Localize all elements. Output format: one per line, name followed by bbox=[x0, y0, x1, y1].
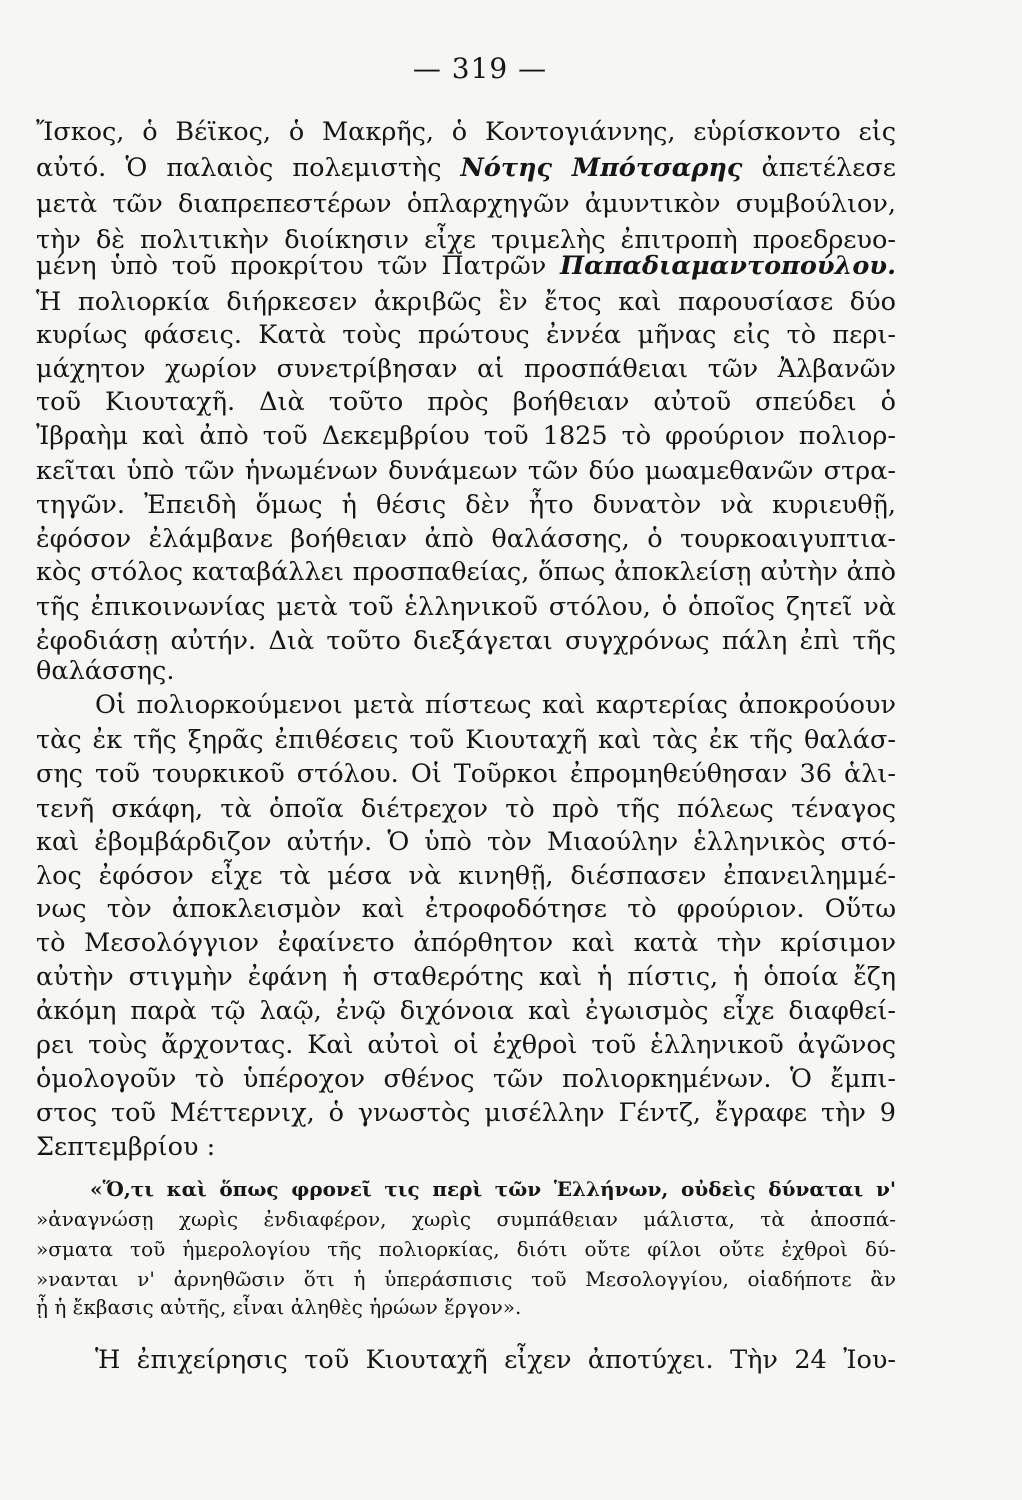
text-line: τὴν δὲ πολιτικὴν διοίκησιν εἶχε τριμελὴς ἐπιτροπὴ προεδρευο- bbox=[36, 225, 896, 255]
text-line: τηγῶν. Ἐπειδὴ ὅμως ἡ θέσις δὲν ἦτο δυνατὸν νὰ κυριευθῇ, bbox=[36, 490, 896, 520]
person-name-papadiamantopoulos: Παπαδιαμαντοπούλου. bbox=[560, 251, 896, 281]
text-line: Ἡ πολιορκία διήρκεσεν ἀκριβῶς ἓν ἔτος καὶ παρουσίασε δύο bbox=[36, 287, 896, 317]
text-line: κὸς στόλος καταβάλλει προσπαθείας, ὅπως ἀποκλείσῃ αὐτὴν ἀπὸ bbox=[36, 557, 896, 587]
text-line: ἐφόσον ἐλάμβανε βοήθειαν ἀπὸ θαλάσσης, ὁ τουρκοαιγυπτια- bbox=[36, 524, 896, 554]
text-line: Ἴσκος, ὁ Βέϊκος, ὁ Μακρῆς, ὁ Κοντογιάννης, εὑρίσκοντο εἰς bbox=[36, 117, 896, 147]
text-line: στος τοῦ Μέττερνιχ, ὁ γνωστὸς μισέλλην Γέντζ, ἔγραφε τὴν 9 bbox=[36, 1098, 896, 1128]
text-line: ρει τοὺς ἄρχοντας. Καὶ αὐτοὶ οἱ ἐχθροὶ τοῦ ἑλληνικοῦ ἀγῶνος bbox=[36, 1030, 896, 1060]
text-run: μένη ὑπὸ τοῦ προκρίτου τῶν Πατρῶν bbox=[36, 251, 561, 281]
quote-line: ᾖ ἡ ἔκβασις αὐτῆς, εἶναι ἀληθὲς ἡρώων ἔργον». bbox=[36, 1295, 522, 1319]
text-run: αὐτό. Ὁ παλαιὸς πολεμιστὴς bbox=[36, 153, 461, 183]
text-run: ἀπετέλεσε bbox=[742, 153, 896, 183]
text-line: Οἱ πολιορκούμενοι μετὰ πίστεως καὶ καρτερίας ἀποκρούουν bbox=[95, 690, 896, 720]
text-line: τενῆ σκάφη, τὰ ὁποῖα διέτρεχον τὸ πρὸ τῆς πόλεως τέναγος bbox=[36, 794, 896, 824]
person-name-notis-botsaris: Νότης Μπότσαρης bbox=[460, 153, 743, 183]
text-line: μάχητον χωρίον συνετρίβησαν αἱ προσπάθειαι τῶν Ἀλβανῶν bbox=[36, 354, 896, 384]
text-line bbox=[36, 149, 896, 187]
text-line: ὁμολογοῦν τὸ ὑπέροχον σθένος τῶν πολιορκημένων. Ὁ ἔμπι- bbox=[36, 1064, 896, 1094]
quote-line: »ἀναγνώσῃ χωρὶς ἐνδιαφέρον, χωρὶς συμπάθειαν μάλιστα, τὰ ἀποσπά- bbox=[36, 1207, 896, 1231]
text-line: θαλάσσης. bbox=[36, 656, 175, 686]
text-line: τὸ Μεσολόγγιον ἐφαίνετο ἀπόρθητον καὶ κατὰ τὴν κρίσιμον bbox=[36, 928, 896, 958]
quote-line: »σματα τοῦ ἡμερολογίου τῆς πολιορκίας, διότι οὔτε φίλοι οὔτε ἐχθροὶ δύ- bbox=[36, 1237, 896, 1261]
text-line: ἐφοδιάσῃ αὐτήν. Διὰ τοῦτο διεξάγεται συγχρόνως πάλη ἐπὶ τῆς bbox=[36, 626, 896, 656]
text-line: τῆς ἐπικοινωνίας μετὰ τοῦ ἑλληνικοῦ στόλου, ὁ ὁποῖος ζητεῖ νὰ bbox=[36, 592, 896, 622]
quote-line: «Ὅ,τι καὶ ὅπως φρονεῖ τις περὶ τῶν Ἑλλήνων, οὐδεὶς δύναται ν' bbox=[90, 1177, 896, 1201]
text-line: τὰς ἐκ τῆς ξηρᾶς ἐπιθέσεις τοῦ Κιουταχῆ καὶ τὰς ἐκ τῆς θαλάσ- bbox=[36, 725, 896, 755]
text-line: Ἰβραὴμ καὶ ἀπὸ τοῦ Δεκεμβρίου τοῦ 1825 τὸ φρούριον πολιορ- bbox=[36, 421, 896, 451]
text-line bbox=[36, 247, 896, 285]
text-line: Σεπτεμβρίου : bbox=[36, 1132, 216, 1162]
text-line: ἀκόμη παρὰ τῷ λαῷ, ἐνῷ διχόνοια καὶ ἐγωισμὸς εἶχε διαφθεί- bbox=[36, 996, 896, 1026]
text-line: λος ἐφόσον εἶχε τὰ μέσα νὰ κινηθῇ, διέσπασεν ἐπανειλημμέ- bbox=[36, 861, 896, 891]
text-line: καὶ ἐβομβάρδιζον αὐτήν. Ὁ ὑπὸ τὸν Μιαούλην ἑλληνικὸς στό- bbox=[36, 827, 896, 857]
text-line: Ἡ ἐπιχείρησις τοῦ Κιουταχῆ εἶχεν ἀποτύχει. Τὴν 24 Ἰου- bbox=[95, 1345, 896, 1375]
page-number: — 319 — bbox=[412, 52, 548, 85]
quote-line: »νανται ν' ἀρνηθῶσιν ὅτι ἡ ὑπεράσπισις τοῦ Μεσολογγίου, οἱαδήποτε ἂν bbox=[36, 1267, 896, 1291]
text-line: αὐτὴν στιγμὴν ἐφάνη ἡ σταθερότης καὶ ἡ πίστις, ἡ ὁποία ἔζη bbox=[36, 962, 896, 992]
text-line: μετὰ τῶν διαπρεπεστέρων ὁπλαρχηγῶν ἀμυντικὸν συμβούλιον, bbox=[36, 189, 896, 219]
text-line: σης τοῦ τουρκικοῦ στόλου. Οἱ Τοῦρκοι ἐπρομηθεύθησαν 36 ἁλι- bbox=[36, 759, 896, 789]
text-line: κυρίως φάσεις. Κατὰ τοὺς πρώτους ἐννέα μῆνας εἰς τὸ περι- bbox=[36, 320, 896, 350]
text-line: τοῦ Κιουταχῆ. Διὰ τοῦτο πρὸς βοήθειαν αὐτοῦ σπεύδει ὁ bbox=[36, 387, 896, 417]
text-line: νως τὸν ἀποκλεισμὸν καὶ ἐτροφοδότησε τὸ φρούριον. Οὕτω bbox=[36, 894, 896, 924]
text-line: κεῖται ὑπὸ τῶν ἡνωμένων δυνάμεων τῶν δύο μωαμεθανῶν στρα- bbox=[36, 456, 896, 486]
